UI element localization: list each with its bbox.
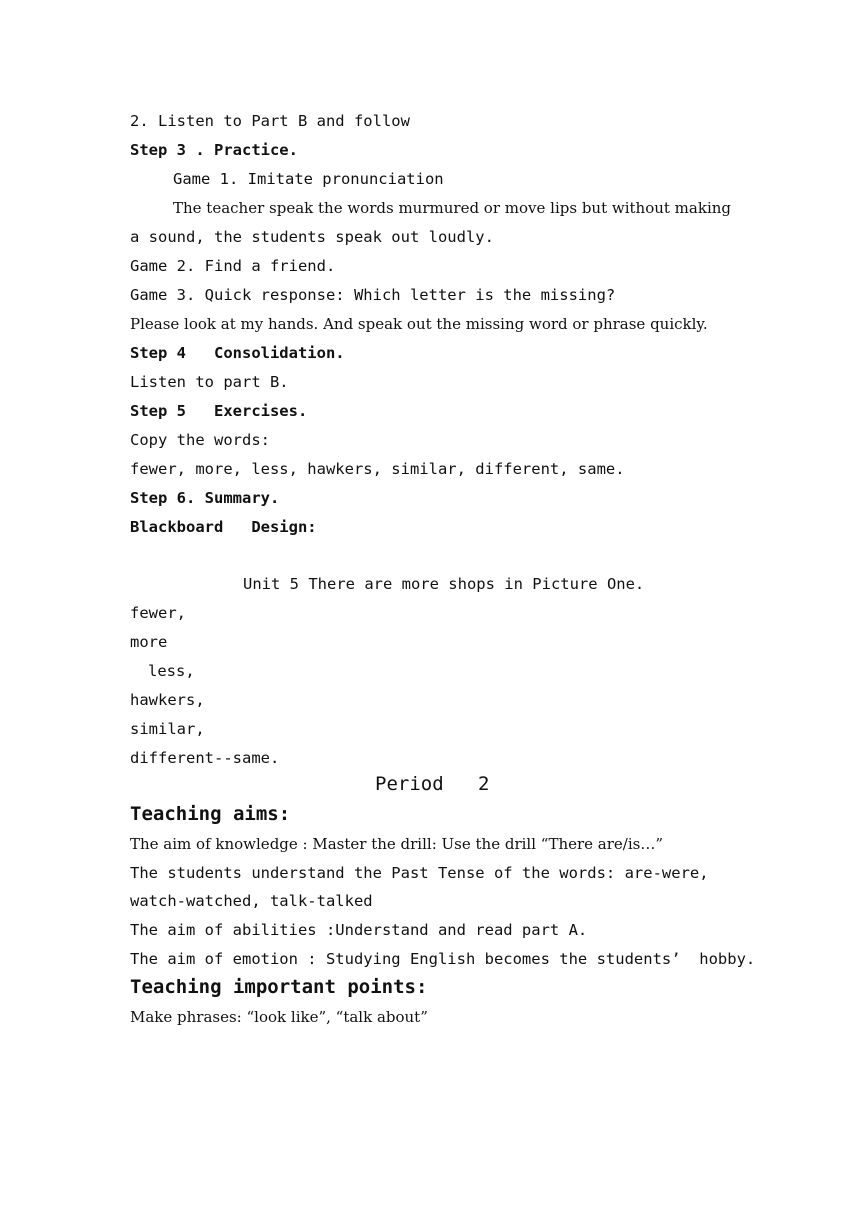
- game-1-line: Game 1. Imitate pronunciation: [173, 170, 444, 188]
- step-5-heading: Step 5 Exercises.: [130, 402, 308, 420]
- aim-emotion-line: The aim of emotion : Studying English becomes the students’ hobby.: [130, 950, 756, 968]
- copy-words-label: Copy the words:: [130, 431, 270, 449]
- board-word-less: less,: [148, 662, 195, 680]
- step-4-heading: Step 4 Consolidation.: [130, 344, 345, 362]
- make-phrases-line: Make phrases: “look like”, “talk about”: [130, 1008, 428, 1026]
- teacher-instruction-line-1: The teacher speak the words murmured or move lips but without making: [173, 199, 732, 217]
- watch-talk-line: watch-watched, talk-talked: [130, 892, 373, 910]
- board-word-more: more: [130, 633, 168, 651]
- unit-title: Unit 5 There are more shops in Picture One.: [243, 575, 645, 593]
- board-word-similar: similar,: [130, 720, 205, 738]
- listen-part-b: Listen to part B.: [130, 373, 289, 391]
- past-tense-line: The students understand the Past Tense of the words: are-were,: [130, 864, 709, 882]
- game-2-line: Game 2. Find a friend.: [130, 257, 336, 275]
- teaching-important-points-heading: Teaching important points:: [130, 976, 428, 998]
- teacher-instruction-line-2: a sound, the students speak out loudly.: [130, 228, 494, 246]
- aim-abilities-line: The aim of abilities :Understand and read part A.: [130, 921, 588, 939]
- teaching-aims-heading: Teaching aims:: [130, 803, 291, 825]
- step-3-heading: Step 3 . Practice.: [130, 141, 298, 159]
- board-word-fewer: fewer,: [130, 604, 186, 622]
- step-6-heading: Step 6. Summary.: [130, 489, 280, 507]
- period-2-title: Period 2: [375, 773, 490, 795]
- listen-part-b-follow: 2. Listen to Part B and follow: [130, 112, 410, 130]
- game-3-line: Game 3. Quick response: Which letter is the missing?: [130, 286, 616, 304]
- board-word-different-same: different--same.: [130, 749, 280, 767]
- board-word-hawkers: hawkers,: [130, 691, 205, 709]
- word-list: fewer, more, less, hawkers, similar, different, same.: [130, 460, 625, 478]
- blackboard-design-heading: Blackboard Design:: [130, 518, 317, 536]
- aim-knowledge-line: The aim of knowledge : Master the drill: Use the drill “There are/is…”: [130, 835, 664, 853]
- please-look-line: Please look at my hands. And speak out the missing word or phrase quickly.: [130, 315, 708, 333]
